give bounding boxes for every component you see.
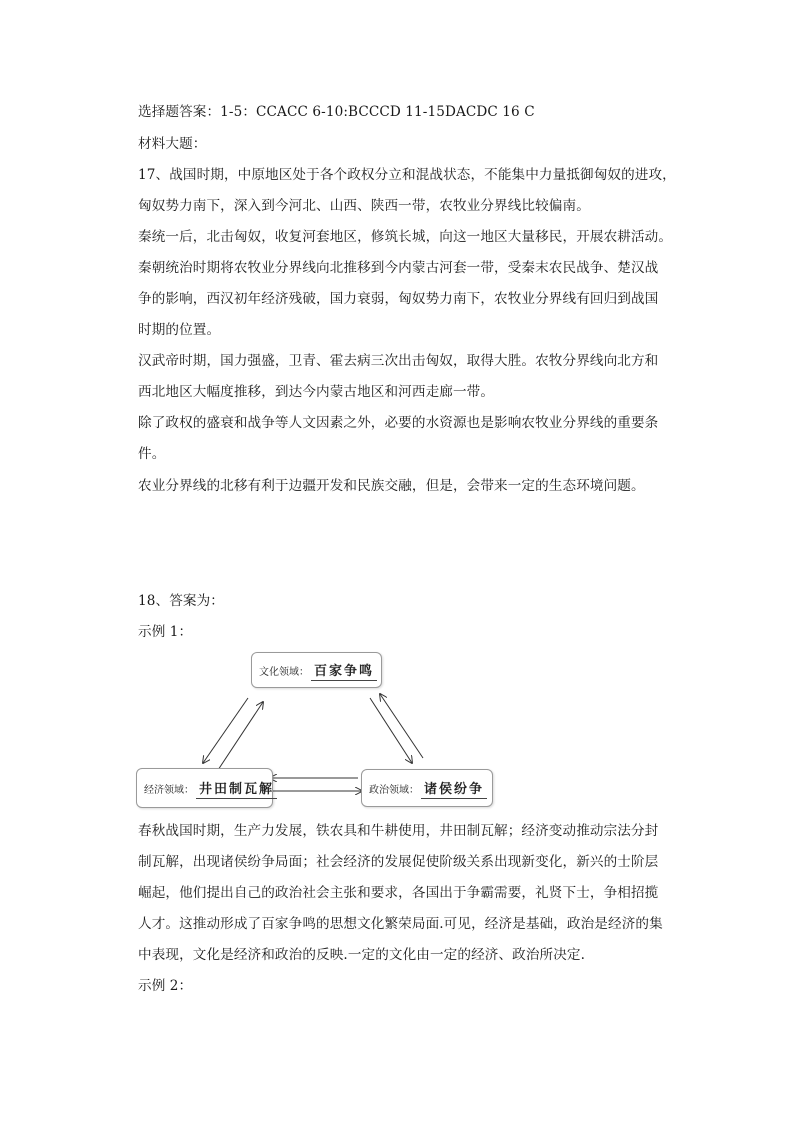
politics-box — [361, 769, 493, 807]
q17-line-1: 17、战国时期，中原地区处于各个政权分立和混战状态，不能集中力量抵御匈奴的进攻， — [138, 167, 676, 183]
politics-label: 政治领域： — [369, 784, 419, 796]
arrow-economy-to-culture — [218, 702, 263, 770]
q17-line-6: 时期的位置。 — [138, 322, 221, 338]
q18-line-2: 制瓦解，出现诸侯纷争局面；社会经济的发展促使阶级关系出现新变化，新兴的士阶层 — [138, 854, 659, 870]
culture-label: 文化领域： — [259, 666, 309, 678]
economy-box — [136, 768, 273, 808]
example-2-label: 示例 2： — [138, 978, 193, 994]
q18-line-5: 中表现，文化是经济和政治的反映.一定的文化由一定的经济、政治所决定. — [138, 947, 586, 963]
q18-line-1: 春秋战国时期，生产力发展，铁农具和牛耕使用，井田制瓦解；经济变动推动宗法分封 — [138, 823, 659, 839]
q17-line-7: 汉武帝时期，国力强盛，卫青、霍去病三次出击匈奴，取得大胜。农牧分界线向北方和 — [138, 353, 659, 369]
q17-line-9: 除了政权的盛衰和战争等人文因素之外，必要的水资源也是影响农牧业分界线的重要条 — [138, 415, 659, 431]
politics-value: 诸侯纷争 — [421, 778, 487, 799]
q17-line-3: 秦统一后，北击匈奴，收复河套地区，修筑长城，向这一地区大量移民，开展农耕活动。 — [138, 229, 673, 245]
q17-line-4: 秦朝统治时期将农牧业分界线向北推移到今内蒙古河套一带，受秦末农民战争、楚汉战 — [138, 260, 659, 276]
arrow-politics-to-culture — [380, 694, 423, 758]
q17-line-10: 件。 — [138, 446, 166, 462]
economy-label: 经济领域： — [144, 784, 194, 796]
arrow-culture-to-politics — [370, 698, 412, 763]
q17-line-2: 匈奴势力南下，深入到今河北、山西、陕西一带，农牧业分界线比较偏南。 — [138, 198, 590, 214]
material-heading: 材料大题： — [138, 136, 207, 152]
q17-line-5: 争的影响，西汉初年经济残破，国力衰弱，匈奴势力南下，农牧业分界线有回归到战国 — [138, 291, 659, 307]
culture-value: 百家争鸣 — [311, 660, 377, 681]
culture-box — [251, 652, 382, 688]
q18-heading: 18、答案为： — [138, 593, 224, 609]
economy-value: 井田制瓦解 — [196, 778, 277, 799]
relationship-diagram — [130, 650, 510, 815]
q17-line-8: 西北地区大幅度推移，到达今内蒙古地区和河西走廊一带。 — [138, 384, 495, 400]
q17-line-11: 农业分界线的北移有利于边疆开发和民族交融，但是，会带来一定的生态环境问题。 — [138, 478, 645, 494]
q18-line-4: 人才。这推动形成了百家争鸣的思想文化繁荣局面.可见，经济是基础，政治是经济的集 — [138, 916, 663, 932]
arrow-culture-to-economy — [203, 698, 248, 763]
q18-line-3: 崛起，他们提出自己的政治社会主张和要求，各国出于争霸需要，礼贤下士，争相招揽 — [138, 885, 659, 901]
choice-answers-line: 选择题答案：1-5：CCACC 6-10:BCCCD 11-15DACDC 16 C — [138, 104, 535, 120]
example-1-label: 示例 1： — [138, 624, 193, 640]
